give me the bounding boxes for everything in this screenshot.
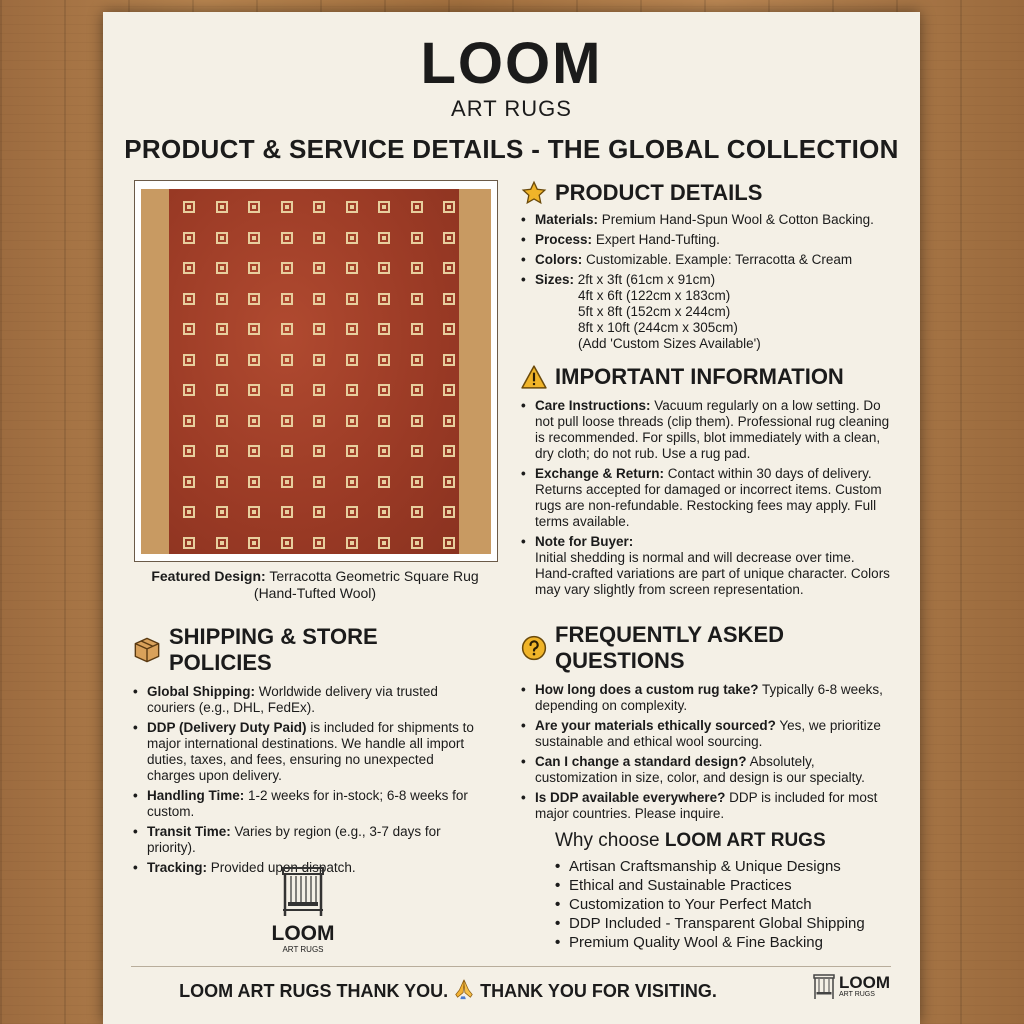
loom-logo-title: LOOM — [271, 922, 335, 945]
rug-square-motif — [411, 262, 423, 274]
praying-hands-icon — [453, 978, 475, 1000]
product-details-section — [521, 180, 906, 356]
star-icon — [521, 180, 547, 206]
list-item: • Artisan Craftsmanship & Unique Designs — [555, 857, 895, 876]
faq-question: Are your materials ethically sourced? — [535, 718, 776, 733]
rug-square-motif — [248, 537, 260, 549]
faq-heading — [521, 622, 891, 674]
rug-square-motif — [443, 323, 455, 335]
item-label: Global Shipping: — [147, 684, 255, 699]
rug-square-motif — [378, 293, 390, 305]
rug-square-motif — [183, 537, 195, 549]
rug-square-motif — [248, 323, 260, 335]
rug-square-motif — [281, 445, 293, 457]
rug-square-motif — [313, 384, 325, 396]
rug-square-motif — [346, 384, 358, 396]
rug-square-motif — [248, 415, 260, 427]
rug-square-motif — [183, 415, 195, 427]
faq-title: FREQUENTLY ASKED QUESTIONS — [555, 622, 785, 673]
item-label: Tracking: — [147, 860, 208, 875]
item-label: Handling Time: — [147, 788, 245, 803]
list-item — [521, 466, 891, 530]
item-label: Sizes: — [535, 272, 575, 287]
rug-square-motif — [248, 354, 260, 366]
rug-square-motif — [281, 506, 293, 518]
rug-square-motif — [378, 506, 390, 518]
featured-rug-photo — [134, 180, 498, 562]
list-item — [521, 252, 906, 268]
list-item — [133, 684, 483, 716]
rug-square-motif — [378, 262, 390, 274]
photo-background — [141, 189, 491, 554]
item-text: Provided upon dispatch. — [210, 860, 356, 875]
size-option: (Add 'Custom Sizes Available') — [578, 336, 761, 351]
item-label: Note for Buyer: — [535, 534, 634, 549]
rug-square-motif — [411, 445, 423, 457]
list-item — [133, 824, 483, 856]
shipping-heading — [133, 624, 483, 676]
rug-square-motif — [216, 354, 228, 366]
rug-square-motif — [281, 201, 293, 213]
rug-square-motif — [346, 445, 358, 457]
question-icon — [521, 635, 547, 661]
rug-square-motif — [378, 415, 390, 427]
rug-square-motif — [443, 232, 455, 244]
rug-square-motif — [281, 384, 293, 396]
rug-square-motif — [378, 445, 390, 457]
rug-square-motif — [248, 293, 260, 305]
rug-square-motif — [313, 354, 325, 366]
faq-answer: Absolutely, customization in size, color, and design is our specialty. — [535, 754, 865, 785]
rug-square-motif — [411, 354, 423, 366]
rug-square-motif — [411, 293, 423, 305]
why-choose-title — [555, 830, 895, 852]
faq-section — [521, 622, 891, 826]
size-option: 4ft x 6ft (122cm x 183cm) — [578, 288, 731, 303]
rug-square-motif — [378, 476, 390, 488]
rug-square-motif — [346, 262, 358, 274]
why-choose-section — [555, 830, 895, 952]
important-info-section — [521, 364, 891, 602]
rug-square-motif — [183, 445, 195, 457]
rug-square-motif — [443, 537, 455, 549]
shipping-list — [133, 684, 483, 876]
rug-square-motif — [248, 262, 260, 274]
product-details-title: PRODUCT DETAILS — [555, 180, 763, 205]
item-label: DDP (Delivery Duty Paid) — [147, 720, 307, 735]
featured-label: Featured Design: — [151, 568, 266, 584]
featured-text: Terracotta Geometric Square Rug — [269, 568, 479, 584]
list-item: • Ethical and Sustainable Practices — [555, 876, 895, 895]
rug-square-motif — [216, 262, 228, 274]
rug-square-motif — [281, 537, 293, 549]
rug-square-motif — [183, 201, 195, 213]
item-text: Expert Hand-Tufting. — [595, 232, 720, 247]
list-item — [133, 720, 483, 784]
rug-square-motif — [411, 506, 423, 518]
rug-square-motif — [313, 537, 325, 549]
faq-question: Is DDP available everywhere? — [535, 790, 726, 805]
rug-square-motif — [248, 476, 260, 488]
brand-subtitle: ART RUGS — [451, 96, 572, 121]
rug-square-motif — [443, 445, 455, 457]
rug-square-motif — [216, 415, 228, 427]
rug-square-motif — [183, 323, 195, 335]
rug-square-motif — [346, 232, 358, 244]
rug-square-motif — [378, 354, 390, 366]
rug-square-motif — [281, 354, 293, 366]
rug-square-motif — [313, 476, 325, 488]
loom-icon — [281, 866, 325, 918]
item-text: 1-2 weeks for in-stock; 6-8 weeks for custom. — [147, 788, 468, 819]
rug-square-motif — [443, 201, 455, 213]
item-text: Varies by region (e.g., 3-7 days for priority). — [147, 824, 441, 855]
item-label: Materials: — [535, 212, 599, 227]
rug-square-motif — [411, 201, 423, 213]
rug-square-motif — [216, 293, 228, 305]
rug-square-motif — [346, 506, 358, 518]
important-info-title: IMPORTANT INFORMATION — [555, 364, 844, 389]
rug-square-motif — [183, 384, 195, 396]
rug-square-motif — [346, 323, 358, 335]
item-text: is included for shipments to major international destinations. We handle all import duties, taxes, and fees, ensuring no unexpected charges upon delivery. — [147, 720, 474, 783]
item-text: Initial shedding is normal and will decrease over time. Hand-crafted variations are part of unique character. Colors may vary slightly from screen representation. — [535, 550, 890, 597]
rug-square-motif — [281, 293, 293, 305]
item-text: Premium Hand-Spun Wool & Cotton Backing. — [601, 212, 874, 227]
rug-square-motif — [378, 537, 390, 549]
item-text: Worldwide delivery via trusted couriers (e.g., DHL, FedEx). — [147, 684, 438, 715]
rug-square-motif — [378, 201, 390, 213]
list-item — [521, 212, 906, 228]
footer-text-left: LOOM ART RUGS THANK YOU. — [179, 981, 449, 1001]
rug-square-motif — [281, 232, 293, 244]
important-info-heading — [521, 364, 891, 390]
rug-square-motif — [378, 232, 390, 244]
rug-square-motif — [443, 415, 455, 427]
rug-square-motif — [313, 323, 325, 335]
rug-square-motif — [411, 537, 423, 549]
rug-square-motif — [346, 293, 358, 305]
rug-square-motif — [216, 384, 228, 396]
rug-square-motif — [248, 445, 260, 457]
size-option: 2ft x 3ft (61cm x 91cm) — [577, 272, 716, 287]
rug-square-motif — [248, 232, 260, 244]
list-item-sizes — [521, 272, 906, 352]
item-label: Care Instructions: — [535, 398, 651, 413]
rug-square-motif — [346, 476, 358, 488]
rug-square-motif — [281, 476, 293, 488]
rug-square-motif — [313, 415, 325, 427]
rug-square-motif — [183, 293, 195, 305]
list-item — [521, 534, 891, 598]
list-item: • DDP Included - Transparent Global Shipping — [555, 914, 895, 933]
why-choose-list — [555, 857, 895, 952]
rug-square-motif — [183, 262, 195, 274]
rug-square-motif — [313, 262, 325, 274]
rug-square-motif — [313, 445, 325, 457]
rug-square-motif — [443, 384, 455, 396]
rug-square-motif — [313, 201, 325, 213]
rug-square-motif — [248, 201, 260, 213]
brand-title: LOOM — [420, 31, 603, 96]
item-text: Customizable. Example: Terracotta & Cream — [586, 252, 853, 267]
warning-icon — [521, 365, 547, 389]
faq-item — [521, 718, 891, 750]
rug-square-motif — [411, 415, 423, 427]
important-info-list — [521, 398, 891, 598]
rug-square-motif — [346, 354, 358, 366]
footer-message — [103, 978, 793, 1002]
product-details-list — [521, 212, 906, 352]
faq-item — [521, 790, 891, 822]
rug-square-motif — [281, 415, 293, 427]
rug-square-motif — [443, 354, 455, 366]
rug-square-motif — [248, 506, 260, 518]
rug-square-motif — [216, 506, 228, 518]
product-details-heading — [521, 180, 906, 206]
loom-logo — [253, 866, 353, 954]
list-item — [521, 232, 906, 248]
rug-square-motif — [216, 537, 228, 549]
rug-square-motif — [216, 445, 228, 457]
rug-square-motif — [216, 232, 228, 244]
shipping-section — [133, 624, 483, 880]
rug-square-motif — [411, 232, 423, 244]
size-option: 5ft x 8ft (152cm x 244cm) — [578, 304, 731, 319]
rug-square-motif — [443, 476, 455, 488]
faq-item — [521, 754, 891, 786]
rug-square-motif — [183, 476, 195, 488]
featured-line2: (Hand-Tufted Wool) — [253, 585, 377, 601]
size-option: 8ft x 10ft (244cm x 305cm) — [578, 320, 738, 335]
rug-square-motif — [183, 232, 195, 244]
rug-square-motif — [216, 201, 228, 213]
loom-icon — [813, 974, 835, 1000]
rug-square-motif — [313, 293, 325, 305]
page-headline: PRODUCT & SERVICE DETAILS - THE GLOBAL COLLECTION — [124, 134, 899, 164]
rug-square-motif — [346, 201, 358, 213]
item-label: Transit Time: — [147, 824, 231, 839]
faq-list — [521, 682, 891, 822]
why-brand: LOOM ART RUGS — [664, 830, 826, 851]
item-label: Exchange & Return: — [535, 466, 665, 481]
list-item — [521, 398, 891, 462]
rug-square-motif — [443, 262, 455, 274]
item-label: Process: — [535, 232, 593, 247]
footer-text-right: THANK YOU FOR VISITING. — [480, 981, 717, 1001]
why-prefix: Why choose — [555, 830, 660, 851]
rug-square-motif — [313, 232, 325, 244]
featured-caption — [134, 568, 496, 602]
list-item — [133, 788, 483, 820]
list-item: • Premium Quality Wool & Fine Backing — [555, 933, 895, 952]
info-poster — [103, 12, 920, 1024]
faq-question: How long does a custom rug take? — [535, 682, 759, 697]
item-text: Contact within 30 days of delivery. Returns accepted for damaged or incorrect items. Custom rugs are non-refundable. Restocking fees may apply. Full terms available. — [535, 466, 882, 529]
package-icon — [133, 637, 161, 663]
footer-logo-subtitle: ART RUGS — [839, 991, 875, 998]
rug-square-motif — [248, 384, 260, 396]
loom-logo-subtitle: ART RUGS — [282, 945, 324, 954]
rug-square-motif — [216, 323, 228, 335]
faq-answer: DDP is included for most major countries. Please inquire. — [535, 790, 878, 821]
rug-square-motif — [411, 476, 423, 488]
rug-square-motif — [183, 506, 195, 518]
rug-square-motif — [281, 323, 293, 335]
footer-logo — [813, 974, 890, 1000]
rug-square-motif — [313, 506, 325, 518]
faq-question: Can I change a standard design? — [535, 754, 747, 769]
rug-square-motif — [378, 323, 390, 335]
rug-square-motif — [346, 537, 358, 549]
list-item: • Customization to Your Perfect Match — [555, 895, 895, 914]
footer-logo-title: LOOM — [839, 973, 890, 992]
rug-square-motif — [183, 354, 195, 366]
rug-square-motif — [216, 476, 228, 488]
faq-item — [521, 682, 891, 714]
faq-answer: Typically 6-8 weeks, depending on complexity. — [535, 682, 883, 713]
shipping-title: SHIPPING & STORE POLICIES — [169, 624, 378, 675]
item-text: Vacuum regularly on a low setting. Do not pull loose threads (clip them). Professional rug cleaning is recommended. For spills, blot immediately with a clean, dry cloth; do not rub. Use a rug pad. — [535, 398, 890, 461]
rug-image — [169, 189, 459, 554]
rug-square-motif — [281, 262, 293, 274]
rug-square-motif — [411, 384, 423, 396]
rug-square-motif — [378, 384, 390, 396]
rug-square-motif — [411, 323, 423, 335]
rug-square-motif — [346, 415, 358, 427]
rug-square-motif — [443, 506, 455, 518]
faq-answer: Yes, we prioritize sustainable and ethical wool sourcing. — [535, 718, 881, 749]
rug-square-motif — [443, 293, 455, 305]
footer-divider — [131, 966, 891, 967]
item-label: Colors: — [535, 252, 583, 267]
